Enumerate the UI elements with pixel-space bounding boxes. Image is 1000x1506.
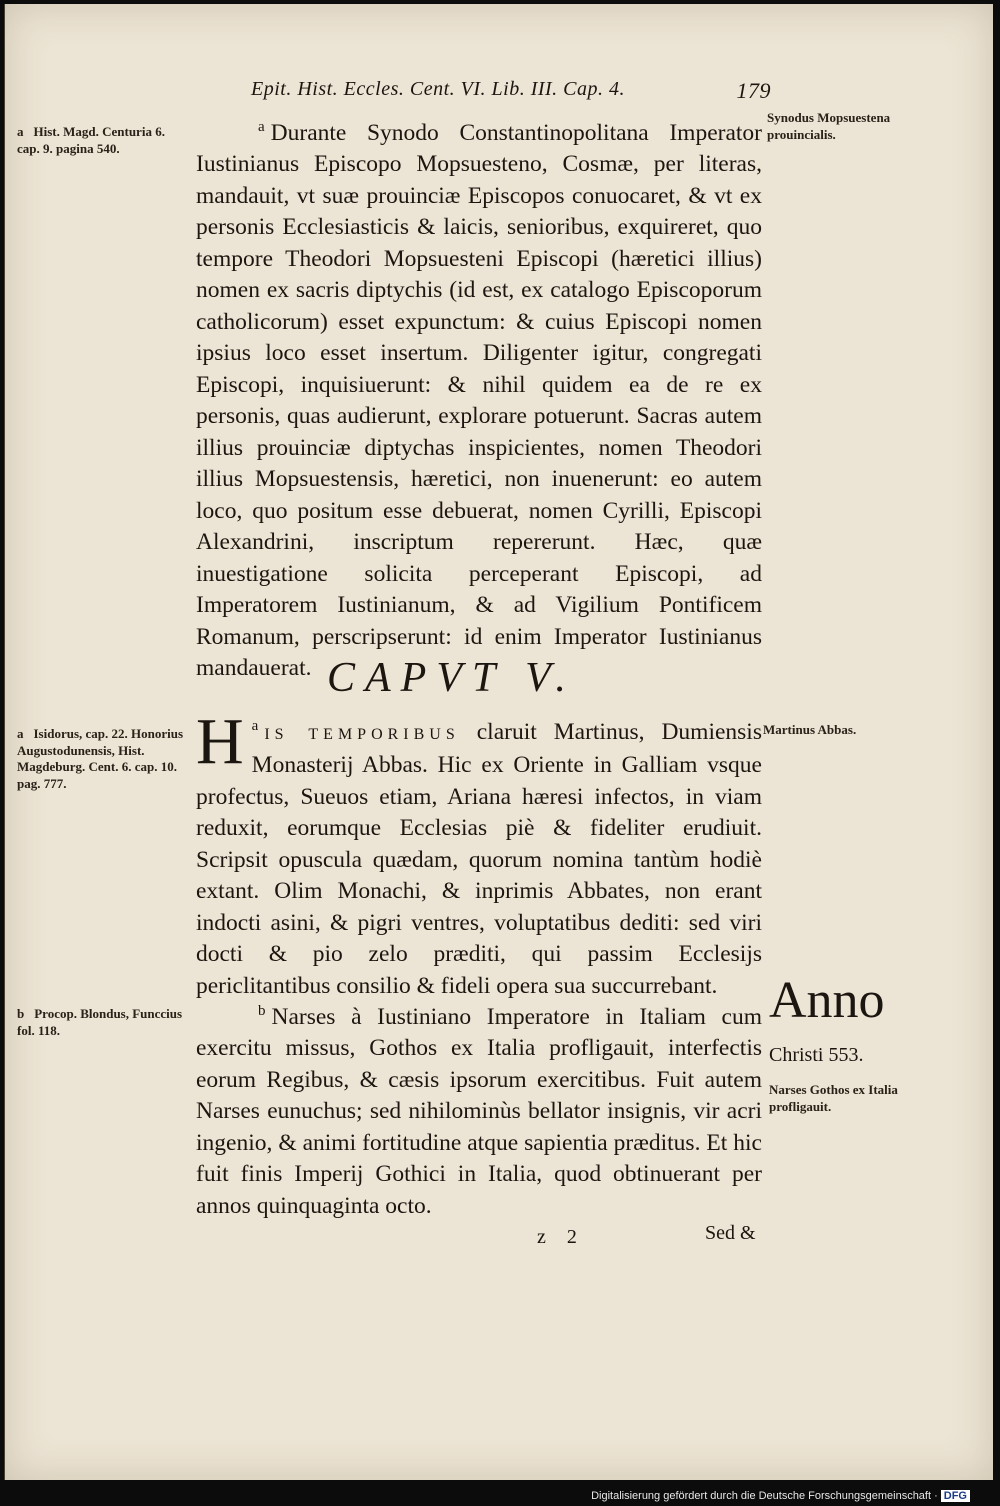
digitization-credit: [591, 1490, 970, 1502]
paragraph-synodus: [196, 112, 762, 685]
paragraph-text: claruit Martinus, Dumiensis Monasterij Abbas. Hic ex Oriente in Galliam vsque profectus, Sueuos etiam, Ariana hæresi infectos, in viam reduxit, eorumque Ecclesias piè & fideliter erudiuit. Scripsit opuscula quædam, quorum nomina tantùm hodiè extant. Olim Monachi, & inprimis Abbates, non erant indocti asini, & pigri ventres, voluptatibus dediti: sed viri docti & pio zelo præditi, qui passim Ecclesijs periclitantibus consilio & fideli opera sua succurrebant.: [196, 718, 762, 999]
note-mark: a: [17, 726, 24, 741]
paragraph-narses: [196, 996, 762, 1222]
margin-note-right-synodus: Synodus Mopsuestena prouincialis.: [767, 110, 891, 142]
credit-text: Digitalisierung gefördert durch die Deutsche Forschungsgemeinschaft ·: [591, 1490, 938, 1502]
note-mark: a: [17, 124, 24, 139]
note-text: Hist. Magd. Centuria 6. cap. 9. pagina 540.: [17, 124, 165, 156]
margin-note-right-narses: Narses Gothos ex Italia profligauit.: [769, 1082, 898, 1114]
paragraph-martinus: [196, 705, 762, 1002]
folio-number: 179: [736, 78, 771, 103]
dfg-logo: DFG: [941, 1490, 970, 1502]
note-mark: b: [17, 1006, 25, 1021]
running-header: [251, 78, 771, 101]
note-text: Isidorus, cap. 22. Honorius Augustodunensis, Hist. Magdeburg. Cent. 6. cap. 10. pag. 777.: [17, 726, 184, 791]
margin-note-left-a1: [17, 124, 187, 157]
signature-mark: z 2: [537, 1226, 585, 1248]
note-text: Procop. Blondus, Funccius fol. 118.: [17, 1006, 183, 1038]
running-title: Epit. Hist. Eccles. Cent. VI. Lib. III. Cap. 4.: [251, 78, 626, 100]
small-caps-opening: IS TEMPORIBUS: [264, 725, 460, 743]
drop-capital: H: [196, 705, 244, 778]
year-label-christi: Christi 553.: [769, 1044, 864, 1066]
margin-note-right-martinus: Martinus Abbas.: [763, 722, 857, 737]
paragraph-text: Narses à Iustiniano Imperatore in Italiam cum exercitu missus, Gothos ex Italia profligauit, interfectis eorum Regibus, & cæsis ipsorum exercitibus. Fuit autem Narses eunuchus; sed nihilominùs bellator insignis, vir acri ingenio, & animi fortitudine atque sapientia præditus. Et hic fuit finis Imperij Gothici in Italia, quod obtinuerant per annos quinquaginta octo.: [196, 1003, 762, 1219]
catchword: Sed &: [705, 1222, 756, 1244]
book-page: [4, 4, 993, 1480]
margin-note-left-b: [17, 1006, 197, 1039]
footnote-sign: a: [251, 718, 259, 734]
footnote-sign: b: [258, 1003, 266, 1019]
margin-note-left-a2: [17, 726, 187, 792]
footnote-sign: a: [258, 119, 265, 135]
year-label-anno: Anno: [769, 972, 885, 1029]
paragraph-text: Durante Synodo Constantinopolitana Imperator Iustinianus Episcopo Mopsuesteno, Cosmæ, per literas, mandauit, vt suæ prouinciæ Episcopos conuocaret, & vt ex personis Ecclesiasticis & laicis, senioribus, exquireret, quo tempore Theodori Mopsuesteni Episcopi (hæretici illius) nomen ex sacris diptychis (id est, ex catalogo Episcoporum catholicorum) esset expunctum: & cuius Episcopi nomen ipsius loco esset insertum. Diligenter igitur, congregati Episcopi, inquisiuerunt: & nihil quidem ea de re ex personis, quas audierunt, explorare potuerunt. Sacras autem illius prouinciæ diptychas inspicientes, nomen Theodori illius Mopsuestensis, hæretici, non inuenerunt: eo autem loco, quo positum esse debuerat, nomen Cyrilli, Episcopi Alexandrini, inscriptum repererunt. Hæc, quæ inuestigatione solicita perceperant Episcopi, ad Imperatorem Iustinianum, & ad Vigilium Pontificem Romanum, perscripserunt: id enim Imperator Iustinianus mandauerat.: [196, 119, 762, 682]
chapter-heading: CAPVT V.: [327, 655, 576, 701]
